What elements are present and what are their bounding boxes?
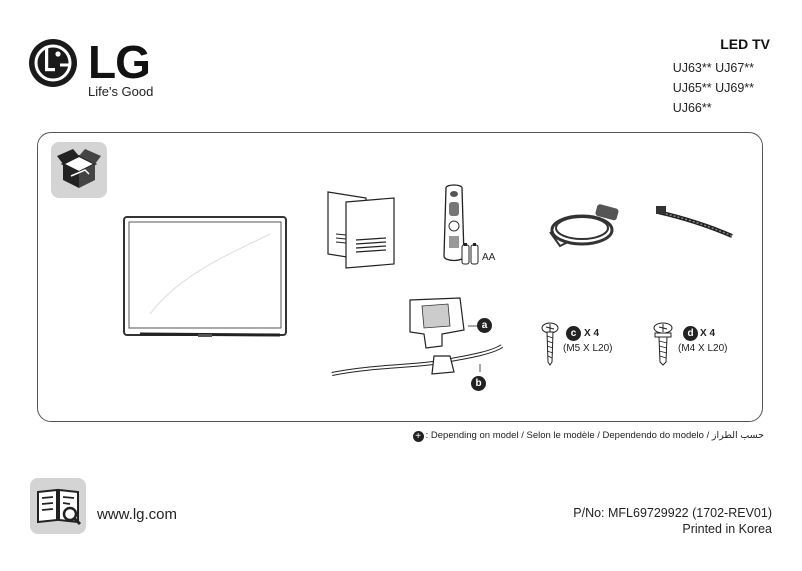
- power-cord-icon: [546, 202, 630, 254]
- screw-c-size: (M5 X L20): [563, 343, 613, 354]
- screw-d-marker: d: [683, 326, 698, 341]
- printed-in: Printed in Korea: [682, 522, 772, 536]
- model-list: [673, 58, 754, 118]
- model-line-1: UJ63** UJ67**: [672, 61, 754, 75]
- screw-d-icon: [652, 322, 674, 366]
- manual-icon-box: [30, 478, 86, 534]
- part-number: P/No: MFL69729922 (1702-REV01): [573, 506, 772, 520]
- lg-logo: [28, 36, 168, 106]
- part-b-marker: b: [471, 376, 486, 391]
- screw-c-marker: c: [566, 326, 581, 341]
- open-box-icon: [51, 142, 107, 198]
- website-link[interactable]: www.lg.com: [97, 506, 178, 523]
- screw-d-quantity: X 4: [700, 328, 716, 339]
- tv-illustration: [120, 214, 290, 342]
- battery-label: AA: [482, 252, 496, 263]
- screw-d-size: (M4 X L20): [678, 343, 728, 354]
- plus-icon: +: [413, 431, 424, 442]
- cable-holder-icon: [654, 204, 736, 240]
- book-magnifier-icon: [30, 478, 86, 534]
- part-a-marker: a: [477, 318, 492, 333]
- brand-wordmark: LG: [88, 36, 150, 88]
- package-box-icon: [51, 142, 107, 198]
- stand-illustration: [330, 296, 510, 382]
- model-line-3: UJ66**: [672, 101, 712, 115]
- model-footnote: [413, 430, 764, 442]
- product-type: LED TV: [720, 36, 770, 52]
- manual-documents-icon: [326, 188, 400, 270]
- model-line-2: UJ65** UJ69**: [672, 81, 754, 95]
- screw-c-quantity: X 4: [584, 328, 600, 339]
- screw-c-icon: [541, 322, 559, 366]
- footnote-text: : Depending on model / Selon le modèle / Dependendo do modelo / حسب الطراز: [425, 430, 764, 441]
- lg-face-icon: [28, 38, 78, 88]
- battery-icon: [461, 243, 481, 265]
- brand-tagline: Life's Good: [88, 84, 154, 99]
